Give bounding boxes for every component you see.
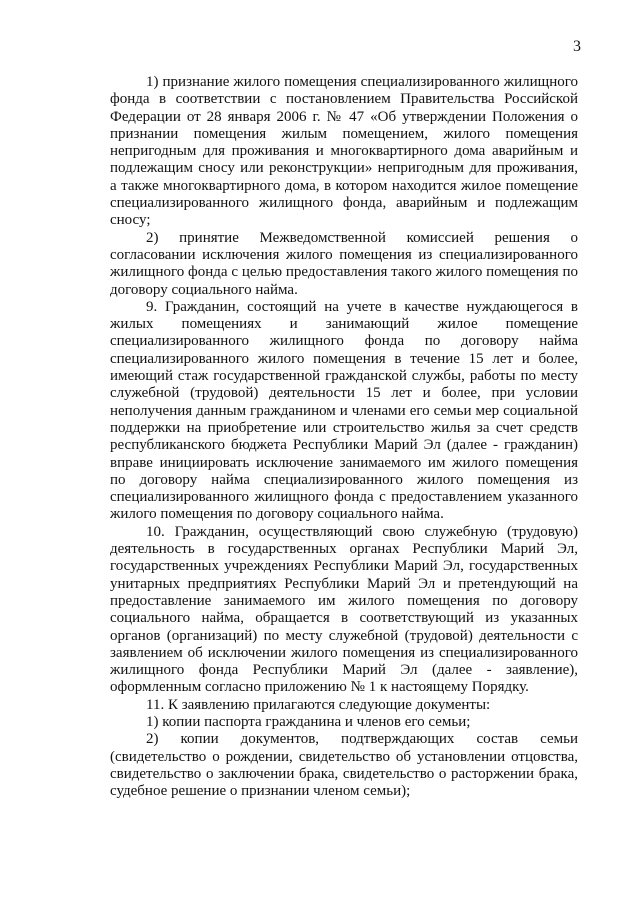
page-number: 3 xyxy=(573,38,581,55)
paragraph-item-1-fund-unfit: 1) признание жилого помещения специализированного жилищного фонда в соответствии с постановлением Правительства Российской Федерации от 28 января 2006 г. № 47 «Об утверждении Положения о признании помещения жилым помещением, жилого помещения непригодным для проживания и многоквартирного дома аварийным и подлежащим сносу или реконструкции» непригодным для проживания, а также многоквартирного дома, в котором находится жилое помещение специализированного жилищного фонда, аварийным и подлежащим сносу; xyxy=(110,74,578,229)
paragraph-clause-11: 11. К заявлению прилагаются следующие документы: xyxy=(146,696,491,713)
paragraph-clause-9: 9. Гражданин, состоящий на учете в качестве нуждающегося в жилых помещениях и занимающий жилое помещение специализированного жилищного фонда по договору найма специализированного жилого помещения в течение 15 лет и более, имеющий стаж государственной гражданской службы, работы по месту служебной (трудовой) деятельности 15 лет и более, при условии неполучения данным гражданином и членами его семьи мер социальной поддержки на приобретение или строительство жилья за счет средств республиканского бюджета Республики Марий Эл (далее - гражданин) вправе инициировать исключение занимаемого им жилого помещения по договору найма специализированного жилого помещения из специализированного жилищного фонда с предоставлением указанного жилого помещения по договору социального найма. xyxy=(110,298,578,523)
paragraph-item-2-family-documents: 2) копии документов, подтверждающих состав семьи (свидетельство о рождении, свидетельство об установлении отцовства, свидетельство о заключении брака, свидетельство о расторжении брака, судебное решение о признании членом семьи); xyxy=(110,731,578,800)
document-body xyxy=(110,74,578,800)
paragraph-clause-10: 10. Гражданин, осуществляющий свою служебную (трудовую) деятельность в государственных органах Республики Марий Эл, государственных учреждениях Республики Марий Эл, государственных унитарных предприятиях Республики Марий Эл и претендующий на предоставление занимаемого им жилого помещения по договору социального найма, обращается в соответствующий из указанных органов (организаций) по месту служебной (трудовой) деятельности с заявлением об исключении жилого помещения из специализированного жилищного фонда Республики Марий Эл (далее - заявление), оформленным согласно приложению № 1 к настоящему Порядку. xyxy=(110,523,578,696)
paragraph-item-1-passport-copies: 1) копии паспорта гражданина и членов его семьи; xyxy=(146,713,471,730)
paragraph-item-2-commission-decision: 2) принятие Межведомственной комиссией решения о согласовании исключения жилого помещения из специализированного жилищного фонда с целью предоставления такого жилого помещения по договору социального найма. xyxy=(110,229,578,298)
